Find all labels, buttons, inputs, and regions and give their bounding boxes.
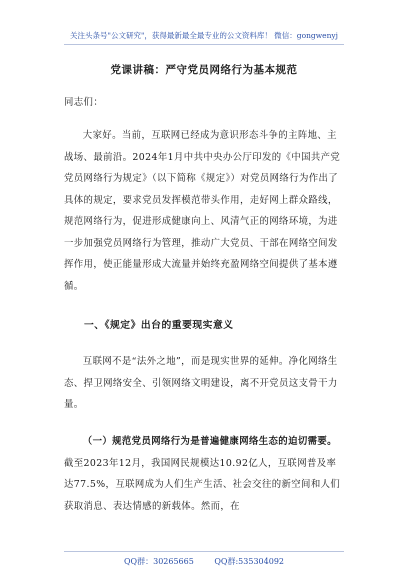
header-banner: 关注头条号"公文研究"，获得最新最全最专业的公文资料库！ 微信：gongwenyj — [70, 31, 338, 40]
header-divider — [64, 44, 344, 45]
subsection-heading-1: （一）规范党员网络行为是普遍健康网络生态的迫切需要。 — [82, 436, 337, 447]
paragraph-2: 互联网不是“法外之地”，而是现实世界的延伸。净化网络生态、捍卫网络安全、引领网络文明建设，离不开党员这支骨干力量。 — [64, 356, 338, 410]
salutation: 同志们： — [64, 97, 104, 108]
footer-qq-group-1: QQ群：30265665 — [123, 557, 194, 566]
section-heading-1: 一、《规定》出台的重要现实意义 — [84, 320, 234, 331]
footer-divider — [64, 551, 344, 552]
footer-qq-group-2: QQ群:535304092 — [214, 557, 284, 566]
paragraph-3-body: 截至2023年12月，我国网民规模达10.92亿人，互联网普及率达77.5%，互联网成为人们生产生活、社会交往的新空间和人们获取消息、表达情感的新载体。然而，在 — [64, 457, 341, 512]
footer — [0, 556, 408, 567]
paragraph-3 — [64, 431, 346, 517]
paragraph-intro: 大家好。当前，互联网已经成为意识形态斗争的主阵地、主战场、最前沿。2024年1月中共中央办公厅印发的《中国共产党党员网络行为规定》（以下简称《规定》）对党员网络行为作出了具体的规定，要求党员发挥模范带头作用，走好网上群众路线，规范网络行为，促进形成健康向上、风清气正的网络环境，为进一步加强党员网络行为管理，推动广大党员、干部在网络空间发挥作用，使正能量形成大流量并始终充盈网络空间提供了基本遵循。 — [64, 130, 341, 292]
document-title: 党课讲稿：严守党员网络行为基本规范 — [110, 64, 298, 76]
